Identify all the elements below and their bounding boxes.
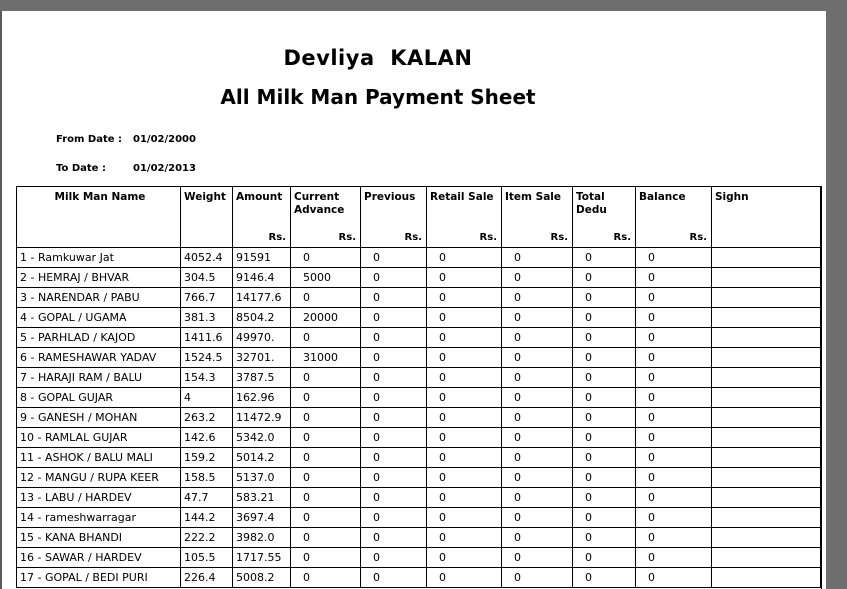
table-cell: 0	[361, 468, 427, 488]
signature-cell	[712, 428, 821, 448]
table-cell: 5 - PARHLAD / KAJOD	[17, 328, 181, 348]
table-cell: 3 - NARENDAR / PABU	[17, 288, 181, 308]
table-cell: 0	[291, 548, 361, 568]
table-cell: 0	[636, 288, 712, 308]
table-cell: 0	[427, 408, 502, 428]
table-cell: 0	[291, 368, 361, 388]
to-date-value: 01/02/2013	[133, 163, 196, 174]
table-cell: 0	[636, 568, 712, 588]
table-cell: 0	[502, 568, 573, 588]
table-cell: 0	[573, 488, 636, 508]
table-cell: 12 - MANGU / RUPA KEER	[17, 468, 181, 488]
table-cell: 0	[291, 508, 361, 528]
table-cell: 0	[427, 288, 502, 308]
table-cell: 0	[573, 268, 636, 288]
table-row	[17, 528, 821, 548]
table-cell: 1524.5	[181, 348, 233, 368]
signature-cell	[712, 328, 821, 348]
table-cell: 0	[636, 348, 712, 368]
table-cell: 0	[573, 428, 636, 448]
table-cell: 0	[573, 288, 636, 308]
from-date-label: From Date :	[56, 134, 122, 145]
signature-cell	[712, 568, 821, 588]
table-cell: 17 - GOPAL / BEDI PURI	[17, 568, 181, 588]
table-cell: 5014.2	[233, 448, 291, 468]
table-cell: 0	[361, 308, 427, 328]
table-row	[17, 488, 821, 508]
table-cell: 0	[291, 448, 361, 468]
table-cell: 47.7	[181, 488, 233, 508]
signature-cell	[712, 288, 821, 308]
report-title: Devliya KALAN	[283, 46, 473, 70]
table-cell: 0	[427, 308, 502, 328]
table-row	[17, 268, 821, 288]
table-cell: 0	[502, 428, 573, 448]
table-cell: 91591	[233, 248, 291, 268]
signature-cell	[712, 408, 821, 428]
table-cell: 0	[361, 488, 427, 508]
table-cell: 0	[427, 568, 502, 588]
table-row	[17, 408, 821, 428]
table-row	[17, 468, 821, 488]
table-cell: 0	[636, 248, 712, 268]
table-cell: 2 - HEMRAJ / BHVAR	[17, 268, 181, 288]
table-cell: 0	[502, 448, 573, 468]
table-cell: 0	[427, 368, 502, 388]
table-cell: 4 - GOPAL / UGAMA	[17, 308, 181, 328]
table-cell: 263.2	[181, 408, 233, 428]
currency-label: Rs.	[268, 232, 286, 243]
table-cell: 6 - RAMESHAWAR YADAV	[17, 348, 181, 368]
table-cell: 0	[361, 368, 427, 388]
table-cell: 0	[361, 568, 427, 588]
table-cell: 0	[291, 388, 361, 408]
table-cell: 144.2	[181, 508, 233, 528]
payment-table	[16, 186, 821, 588]
table-cell: 32701.	[233, 348, 291, 368]
report-subtitle: All Milk Man Payment Sheet	[220, 85, 536, 109]
table-header-row	[17, 187, 821, 248]
table-cell: 11472.9	[233, 408, 291, 428]
table-cell: 222.2	[181, 528, 233, 548]
table-cell: 0	[291, 248, 361, 268]
table-cell: 0	[502, 248, 573, 268]
table-cell: 154.3	[181, 368, 233, 388]
table-cell: 583.21	[233, 488, 291, 508]
signature-cell	[712, 488, 821, 508]
table-cell: 381.3	[181, 308, 233, 328]
currency-label: Rs.	[689, 232, 707, 243]
col-header-previous: Previous Rs.	[361, 187, 427, 248]
table-cell: 0	[427, 348, 502, 368]
signature-cell	[712, 528, 821, 548]
from-date-value: 01/02/2000	[133, 134, 196, 145]
table-cell: 0	[291, 568, 361, 588]
table-cell: 0	[573, 348, 636, 368]
table-cell: 0	[573, 248, 636, 268]
signature-cell	[712, 448, 821, 468]
table-cell: 766.7	[181, 288, 233, 308]
signature-cell	[712, 508, 821, 528]
table-cell: 0	[291, 288, 361, 308]
col-header-name: Milk Man Name	[17, 187, 181, 248]
table-cell: 0	[427, 448, 502, 468]
table-cell: 0	[636, 548, 712, 568]
table-cell: 0	[636, 328, 712, 348]
table-cell: 0	[636, 428, 712, 448]
table-cell: 31000	[291, 348, 361, 368]
col-header-retail-sale: Retail Sale Rs.	[427, 187, 502, 248]
table-cell: 0	[427, 268, 502, 288]
signature-cell	[712, 388, 821, 408]
table-cell: 5137.0	[233, 468, 291, 488]
table-cell: 0	[361, 548, 427, 568]
table-cell: 0	[636, 368, 712, 388]
table-row	[17, 548, 821, 568]
col-header-item-sale: Item Sale Rs.	[502, 187, 573, 248]
table-cell: 0	[291, 488, 361, 508]
table-cell: 1717.55	[233, 548, 291, 568]
table-cell: 0	[636, 308, 712, 328]
table-cell: 14177.6	[233, 288, 291, 308]
table-cell: 0	[361, 388, 427, 408]
table-cell: 0	[291, 528, 361, 548]
table-cell: 0	[502, 408, 573, 428]
table-cell: 0	[573, 368, 636, 388]
table-cell: 7 - HARAJI RAM / BALU	[17, 368, 181, 388]
signature-cell	[712, 468, 821, 488]
signature-cell	[712, 548, 821, 568]
currency-label: Rs.	[404, 232, 422, 243]
table-cell: 0	[636, 408, 712, 428]
table-cell: 0	[361, 248, 427, 268]
table-row	[17, 448, 821, 468]
table-cell: 159.2	[181, 448, 233, 468]
table-cell: 0	[361, 328, 427, 348]
table-cell: 0	[502, 288, 573, 308]
table-cell: 0	[361, 348, 427, 368]
table-cell: 0	[502, 488, 573, 508]
table-row	[17, 508, 821, 528]
table-cell: 162.96	[233, 388, 291, 408]
table-cell: 0	[502, 528, 573, 548]
table-cell: 3787.5	[233, 368, 291, 388]
table-cell: 226.4	[181, 568, 233, 588]
col-header-sighn: Sighn	[712, 187, 821, 248]
table-cell: 304.5	[181, 268, 233, 288]
table-row	[17, 328, 821, 348]
table-cell: 0	[291, 408, 361, 428]
table-row	[17, 428, 821, 448]
table-cell: 0	[502, 268, 573, 288]
to-date-label: To Date :	[56, 163, 106, 174]
table-cell: 0	[361, 288, 427, 308]
table-row	[17, 288, 821, 308]
table-cell: 0	[427, 468, 502, 488]
table-cell: 0	[427, 528, 502, 548]
table-cell: 5000	[291, 268, 361, 288]
table-cell: 4	[181, 388, 233, 408]
table-cell: 0	[427, 328, 502, 348]
table-cell: 0	[636, 448, 712, 468]
table-cell: 0	[636, 468, 712, 488]
table-cell: 13 - LABU / HARDEV	[17, 488, 181, 508]
currency-label: Rs.	[479, 232, 497, 243]
table-cell: 0	[636, 488, 712, 508]
col-header-balance: Balance Rs.	[636, 187, 712, 248]
table-row	[17, 308, 821, 328]
table-cell: 0	[573, 328, 636, 348]
table-cell: 0	[573, 468, 636, 488]
signature-cell	[712, 248, 821, 268]
table-cell: 0	[427, 388, 502, 408]
table-cell: 14 - rameshwarragar	[17, 508, 181, 528]
table-cell: 0	[291, 468, 361, 488]
table-cell: 0	[291, 428, 361, 448]
table-row	[17, 368, 821, 388]
table-cell: 0	[636, 388, 712, 408]
table-cell: 0	[427, 508, 502, 528]
table-cell: 5342.0	[233, 428, 291, 448]
table-cell: 158.5	[181, 468, 233, 488]
table-cell: 0	[427, 488, 502, 508]
table-cell: 0	[636, 268, 712, 288]
signature-cell	[712, 268, 821, 288]
table-cell: 0	[573, 408, 636, 428]
table-cell: 0	[573, 528, 636, 548]
viewer-frame-right	[826, 0, 847, 589]
table-cell: 8 - GOPAL GUJAR	[17, 388, 181, 408]
table-cell: 3697.4	[233, 508, 291, 528]
table-row	[17, 248, 821, 268]
table-body	[17, 248, 821, 588]
table-row	[17, 348, 821, 368]
table-cell: 142.6	[181, 428, 233, 448]
currency-label: Rs.	[550, 232, 568, 243]
table-cell: 4052.4	[181, 248, 233, 268]
table-cell: 0	[361, 268, 427, 288]
table-row	[17, 568, 821, 588]
table-cell: 0	[502, 508, 573, 528]
table-cell: 0	[361, 428, 427, 448]
table-cell: 0	[427, 248, 502, 268]
table-cell: 9146.4	[233, 268, 291, 288]
table-cell: 11 - ASHOK / BALU MALI	[17, 448, 181, 468]
table-cell: 5008.2	[233, 568, 291, 588]
table-cell: 0	[573, 448, 636, 468]
table-cell: 0	[502, 308, 573, 328]
table-cell: 49970.	[233, 328, 291, 348]
viewer-frame-top	[0, 0, 847, 11]
table-cell: 15 - KANA BHANDI	[17, 528, 181, 548]
table-cell: 0	[573, 388, 636, 408]
signature-cell	[712, 348, 821, 368]
table-cell: 0	[573, 568, 636, 588]
table-cell: 0	[502, 368, 573, 388]
signature-cell	[712, 308, 821, 328]
currency-label: Rs.	[613, 232, 631, 243]
table-cell: 105.5	[181, 548, 233, 568]
table-cell: 1 - Ramkuwar Jat	[17, 248, 181, 268]
table-cell: 0	[502, 328, 573, 348]
table-cell: 0	[502, 548, 573, 568]
table-cell: 0	[361, 508, 427, 528]
table-cell: 16 - SAWAR / HARDEV	[17, 548, 181, 568]
table-cell: 9 - GANESH / MOHAN	[17, 408, 181, 428]
table-cell: 0	[427, 548, 502, 568]
table-cell: 20000	[291, 308, 361, 328]
col-header-amount: Amount Rs.	[233, 187, 291, 248]
table-cell: 0	[361, 448, 427, 468]
table-cell: 10 - RAMLAL GUJAR	[17, 428, 181, 448]
table-cell: 0	[573, 548, 636, 568]
table-cell: 3982.0	[233, 528, 291, 548]
table-cell: 0	[636, 528, 712, 548]
table-cell: 8504.2	[233, 308, 291, 328]
table-row	[17, 388, 821, 408]
signature-cell	[712, 368, 821, 388]
table-cell: 0	[502, 468, 573, 488]
col-header-weight: Weight	[181, 187, 233, 248]
col-header-current-advance: Current Advance Rs.	[291, 187, 361, 248]
table-cell: 0	[427, 428, 502, 448]
table-cell: 1411.6	[181, 328, 233, 348]
table-cell: 0	[573, 508, 636, 528]
currency-label: Rs.	[338, 232, 356, 243]
table-cell: 0	[502, 388, 573, 408]
table-cell: 0	[291, 328, 361, 348]
table-cell: 0	[502, 348, 573, 368]
table-cell: 0	[636, 508, 712, 528]
col-header-total-dedu: Total Dedu Rs.	[573, 187, 636, 248]
table-cell: 0	[361, 528, 427, 548]
table-cell: 0	[573, 308, 636, 328]
table-cell: 0	[361, 408, 427, 428]
